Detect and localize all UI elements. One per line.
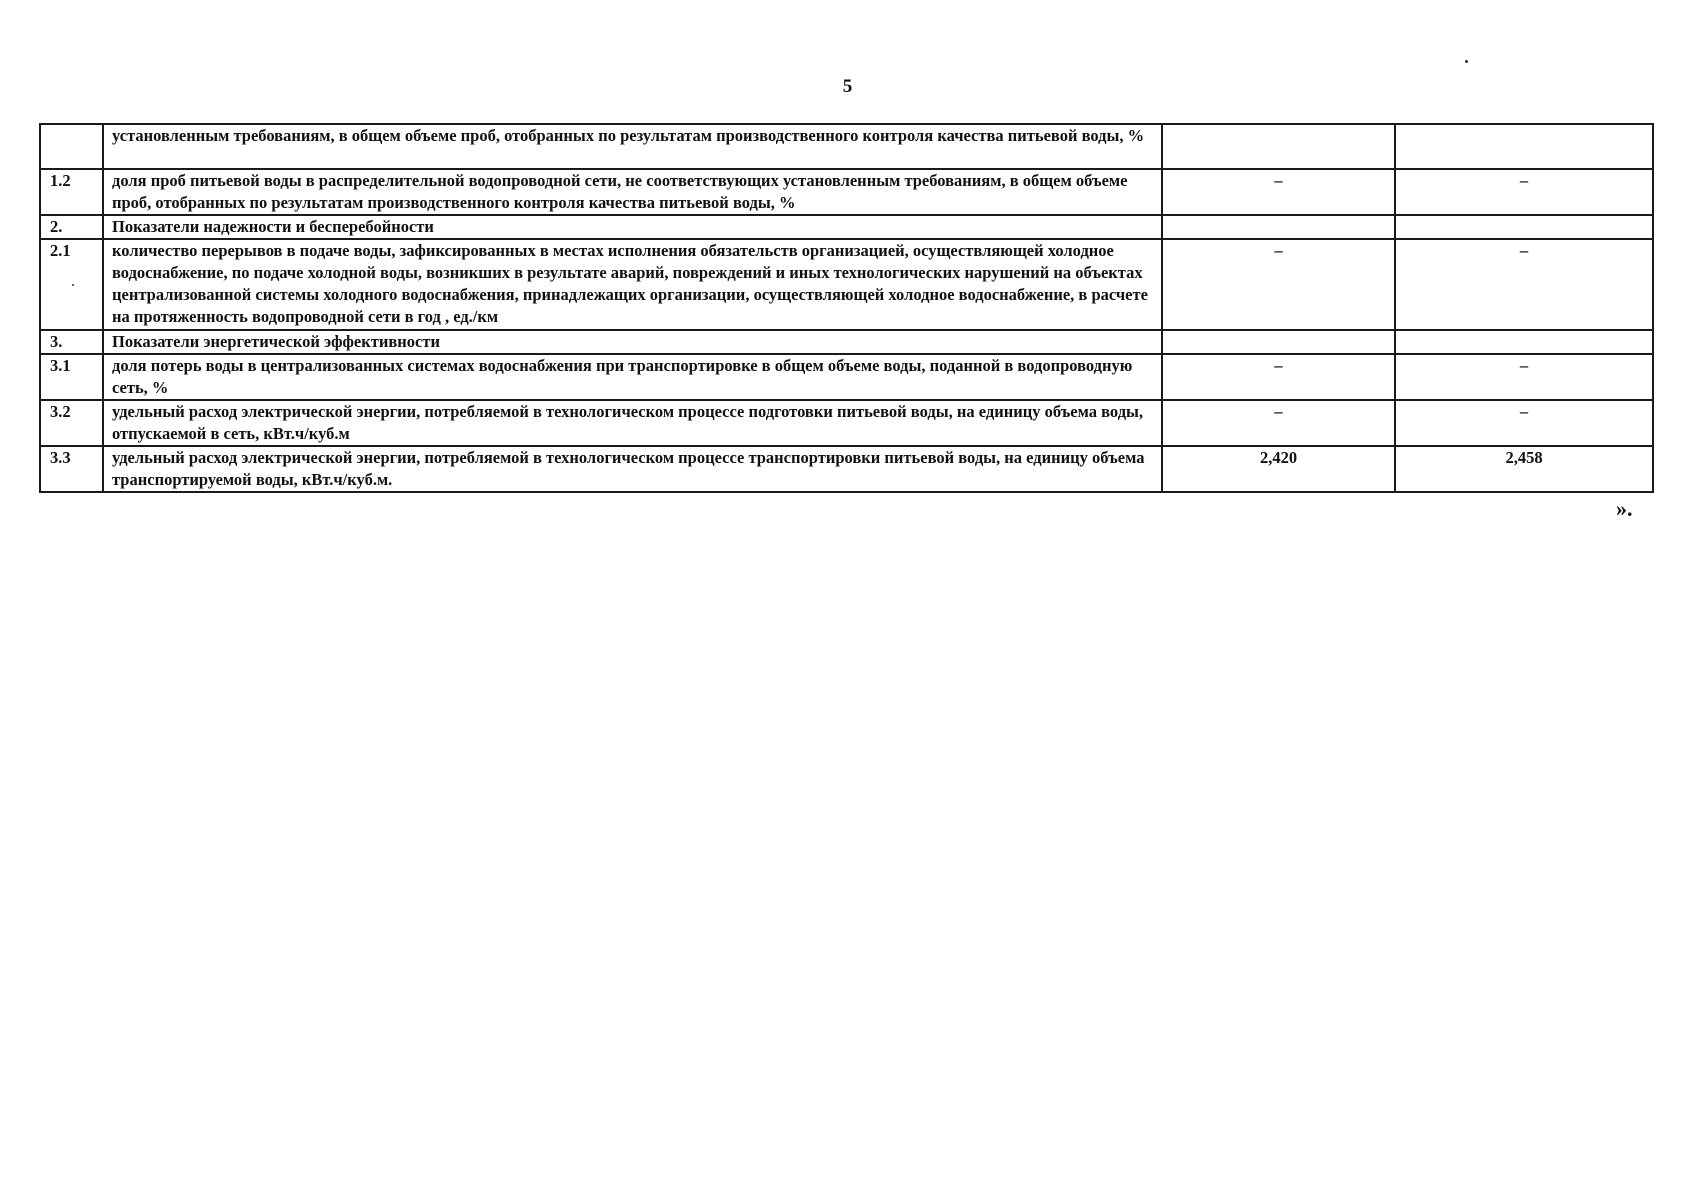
indicators-table	[39, 123, 1654, 493]
row-value-1	[1162, 124, 1395, 169]
table-row	[40, 354, 1653, 400]
section-title: Показатели надежности и бесперебойности	[103, 215, 1162, 239]
row-number: 3.1	[40, 354, 103, 400]
row-value-2: –	[1395, 400, 1653, 446]
row-value-1: –	[1162, 400, 1395, 446]
table-row	[40, 169, 1653, 215]
row-description: удельный расход электрической энергии, потребляемой в технологическом процессе транспортировки питьевой воды, на единицу объема транспортируемой воды, кВт.ч/куб.м.	[103, 446, 1162, 492]
row-number	[40, 124, 103, 169]
row-value-2: –	[1395, 169, 1653, 215]
page-number: 5	[842, 76, 853, 97]
row-value-2	[1395, 215, 1653, 239]
row-value-1: –	[1162, 239, 1395, 330]
row-value-2: –	[1395, 354, 1653, 400]
closing-quote: ».	[1616, 496, 1633, 521]
table-row	[40, 239, 1653, 330]
scan-speck	[1465, 60, 1468, 63]
row-description: удельный расход электрической энергии, потребляемой в технологическом процессе подготовки питьевой воды, на единицу объема воды, отпускаемой в сеть, кВт.ч/куб.м	[103, 400, 1162, 446]
row-number: 2.1	[40, 239, 103, 330]
row-value-2: 2,458	[1395, 446, 1653, 492]
row-description: количество перерывов в подаче воды, зафиксированных в местах исполнения обязательств организацией, осуществляющей холодное водоснабжение, по подаче холодной воды, возникших в результате аварий, повреждений и иных технологических нарушений на объектах централизованной системы холодного водоснабжения, принадлежащих организации, осуществляющей холодное водоснабжение, в расчете на протяженность водопроводной сети в год , ед./км	[103, 239, 1162, 330]
row-number: 3.	[40, 330, 103, 354]
section-row	[40, 215, 1653, 239]
row-number: 3.3	[40, 446, 103, 492]
row-value-2	[1395, 124, 1653, 169]
row-description: доля проб питьевой воды в распределительной водопроводной сети, не соответствующих установленным требованиям, в общем объеме проб, отобранных по результатам производственного контроля качества питьевой воды, %	[103, 169, 1162, 215]
table-row	[40, 446, 1653, 492]
row-value-1: –	[1162, 354, 1395, 400]
row-value-1: 2,420	[1162, 446, 1395, 492]
row-value-2: –	[1395, 239, 1653, 330]
scan-speck	[72, 284, 74, 286]
row-value-1	[1162, 215, 1395, 239]
row-number: 2.	[40, 215, 103, 239]
section-row	[40, 330, 1653, 354]
row-number: 3.2	[40, 400, 103, 446]
row-number: 1.2	[40, 169, 103, 215]
row-description: установленным требованиям, в общем объеме проб, отобранных по результатам производственного контроля качества питьевой воды, %	[103, 124, 1162, 169]
row-value-2	[1395, 330, 1653, 354]
row-description: доля потерь воды в централизованных системах водоснабжения при транспортировке в общем объеме воды, поданной в водопроводную сеть, %	[103, 354, 1162, 400]
table-row	[40, 400, 1653, 446]
row-value-1: –	[1162, 169, 1395, 215]
table-row	[40, 124, 1653, 169]
row-value-1	[1162, 330, 1395, 354]
section-title: Показатели энергетической эффективности	[103, 330, 1162, 354]
